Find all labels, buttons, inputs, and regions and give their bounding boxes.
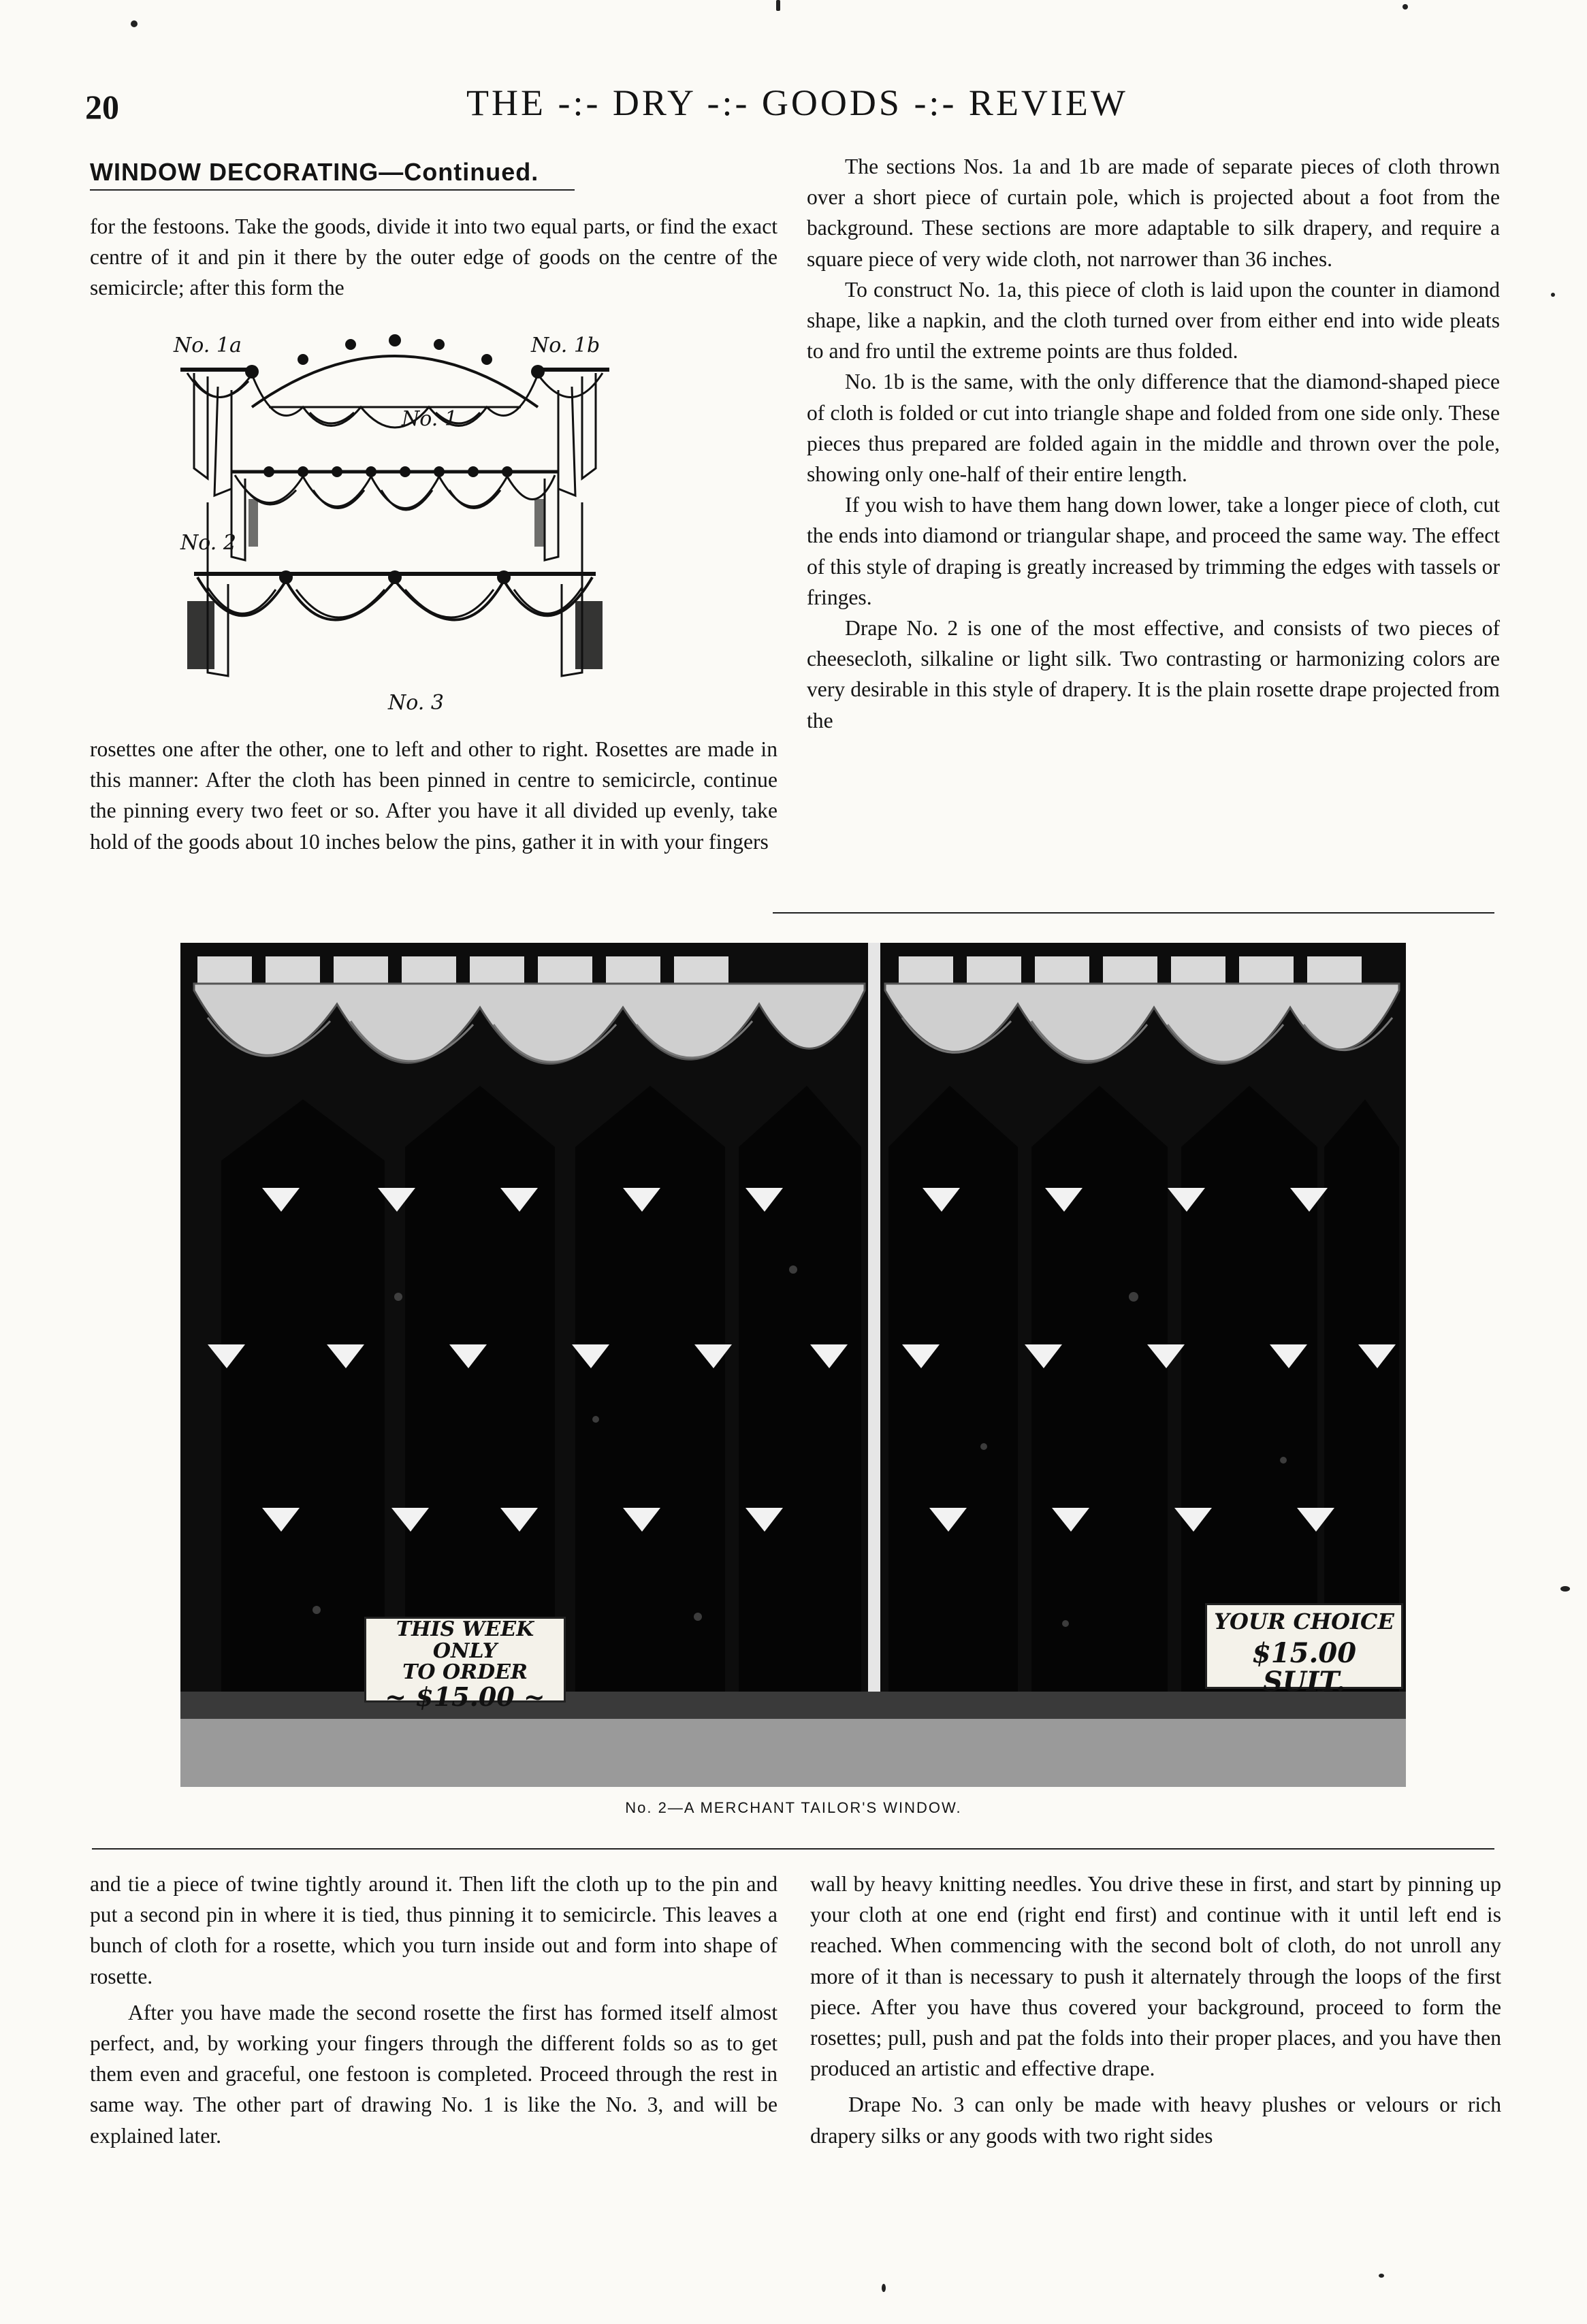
drapery-illustration [167, 332, 623, 720]
photo-caption: No. 2—A MERCHANT TAILOR'S WINDOW. [625, 1799, 962, 1816]
sign-right-line-2: $15.00 SUIT. [1251, 1636, 1357, 1698]
left-column-top-para-1: for the festoons. Take the goods, divide it into two equal parts, or find the exact centre of it and pin it there by the outer edge of goods on the centre of the semicircle; after this form the [90, 214, 778, 300]
right-bottom-para-1: wall by heavy knitting needles. You drive these in first, and start by pinning up your cloth at one end (right end first) and continue with it until left end is reached. When commencing with the second bolt of cloth, do not unroll any more of it than is necessary to push it alternately through the loops of the first piece. After you have thus covered your background, proceed to form the rosettes; pull, push and pat the folds into their proper places, and you have then produced an artistic and effective drape. [810, 1872, 1501, 2081]
sign-right-line-1: YOUR CHOICE [1214, 1609, 1394, 1634]
tailor-window-photo [180, 943, 1406, 1787]
right-top-para-3: No. 1b is the same, with the only difference that the diamond-shaped piece of cloth is folded or cut into triangle shape and folded from one side only. These pieces thus prepared are folded again in the middle and thrown over the pole, showing only one-half of their entire length. [807, 370, 1500, 487]
illustration-label-1: No. 1 [402, 407, 458, 431]
sign-this-week-only [364, 1617, 566, 1712]
page-title: THE -:- DRY -:- GOODS -:- REVIEW [466, 82, 1128, 123]
page-header [85, 82, 1433, 136]
sign-left-line-1: THIS WEEK ONLY [396, 1617, 534, 1663]
section-heading: WINDOW DECORATING—Continued. [90, 158, 539, 186]
print-speck [1551, 293, 1555, 297]
illustration-label-3: No. 3 [388, 691, 444, 715]
right-top-para-2: To construct No. 1a, this piece of cloth is laid upon the counter in diamond shape, like a napkin, and the cloth turned over from either end into wide pleats to and fro until the extreme points are thus folded. [807, 277, 1500, 364]
left-bottom-para-2: After you have made the second rosette the first has formed itself almost perfect, and, by working your fingers through the different folds so as to get them even and graceful, one festoon is completed. Proceed through the rest in same way. The other part of drawing No. 1 is like the No. 3, and will be explained later. [90, 2000, 778, 2148]
illustration-label-1a: No. 1a [174, 334, 242, 357]
sign-your-choice [1205, 1603, 1403, 1698]
illustration-label-1b: No. 1b [531, 334, 600, 357]
separator-top [773, 912, 1494, 914]
right-top-para-5: Drape No. 2 is one of the most effective, and consists of two pieces of cheesecloth, silkaline or light silk. Two contrasting or harmonizing colors are very desirable in this style of drapery. It is the plain rosette drape projected from the [807, 616, 1500, 732]
print-speck [1402, 4, 1408, 10]
print-speck [776, 0, 780, 11]
illustration-label-2: No. 2 [180, 531, 236, 555]
right-column-top [807, 151, 1500, 736]
section-heading-rule [90, 189, 575, 191]
left-column-bottom [90, 1869, 778, 2151]
print-speck [882, 2284, 886, 2292]
right-top-para-1: The sections Nos. 1a and 1b are made of separate pieces of cloth thrown over a short piece of curtain pole, which is projected about a foot from the background. These sections are more adaptable to silk drapery, and require a square piece of very wide cloth, not narrower than 36 inches. [807, 155, 1500, 271]
left-column-top-para-2: rosettes one after the other, one to left and other to right. Rosettes are made in this manner: After the cloth has been pinned in centre to semicircle, continue the pinning every two feet or so. After you have it all divided up evenly, take hold of the goods about 10 inches below the pins, gather it in with your fingers [90, 737, 778, 854]
separator-bottom [92, 1848, 1494, 1850]
sign-left-line-3: ~ $15.00 ~ [385, 1681, 545, 1712]
print-speck [131, 20, 138, 27]
right-bottom-para-2: Drape No. 3 can only be made with heavy plushes or velours or rich drapery silks or any goods with two right sides [810, 2093, 1501, 2148]
sign-left-line-2: TO ORDER [402, 1660, 528, 1684]
print-speck [1560, 1586, 1570, 1592]
print-speck [1379, 2274, 1384, 2278]
right-top-para-4: If you wish to have them hang down lower, take a longer piece of cloth, cut the ends into diamond or triangular shape, and proceed the same way. The effect of this style of draping is greatly increased by trimming the edges with tassels or fringes. [807, 493, 1500, 609]
page-number: 20 [85, 88, 119, 126]
left-bottom-para-1: and tie a piece of twine tightly around it. Then lift the cloth up to the pin and put a second pin in where it is tied, thus pinning it to semicircle. This leaves a bunch of cloth for a rosette, which you turn inside out and form into shape of rosette. [90, 1872, 778, 1988]
right-column-bottom [810, 1869, 1501, 2151]
